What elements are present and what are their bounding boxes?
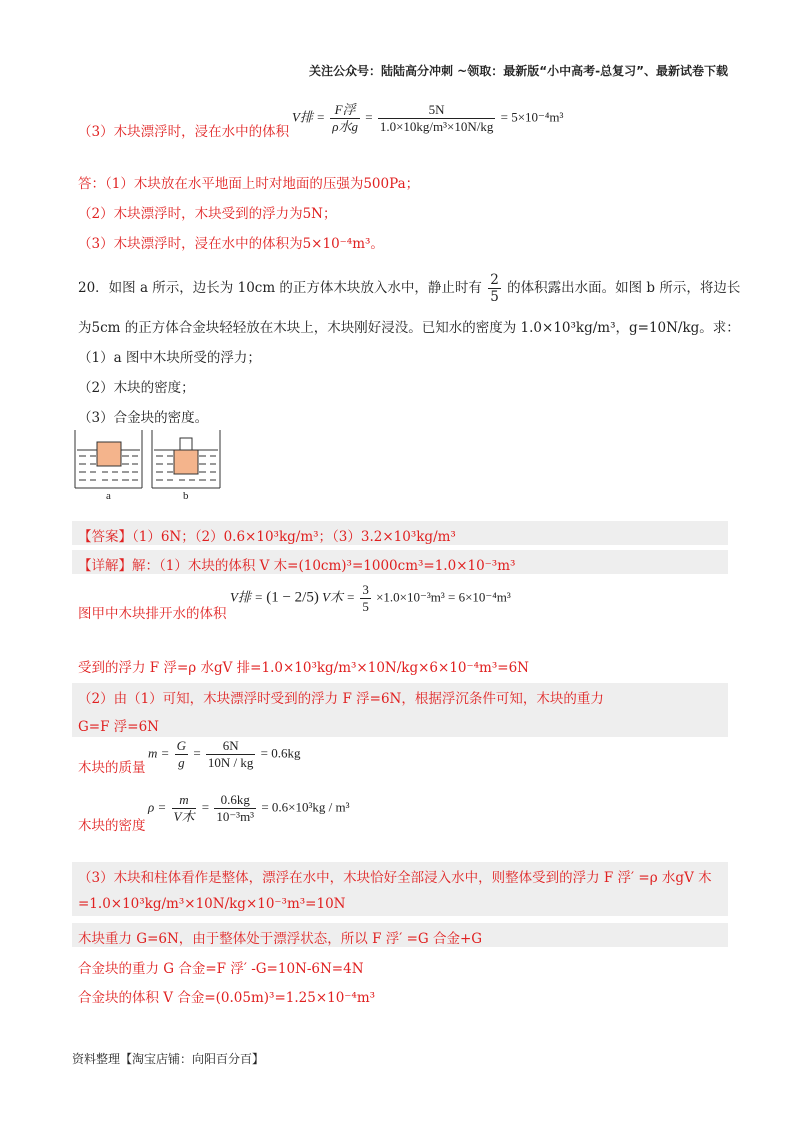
figure-a-label: a	[106, 490, 111, 500]
question-20-line-1: 20．如图 a 所示，边长为 10cm 的正方体木块放入水中，静止时有 $\frac{2}{5}$ 的体积露出水面。如图 b 所示，将边长	[78, 272, 741, 305]
wood-block-b	[174, 450, 198, 474]
question-20-sub-3: （3）合金块的密度。	[78, 410, 209, 426]
mass-label: 木块的质量	[78, 760, 146, 776]
part3-line-2: =1.0×10³kg/m³×10N/kg×10⁻³m³=10N	[78, 896, 346, 912]
part2-line-2: G=F 浮=6N	[78, 719, 159, 735]
part3-line-5: 合金块的体积 V 合金=(0.05m)³=1.25×10⁻⁴m³	[78, 990, 376, 1006]
figure-b-label: b	[183, 490, 189, 500]
wood-block-a	[97, 442, 121, 466]
question-20-sub-1: （1）a 图中木块所受的浮力；	[78, 350, 261, 366]
page-header: 关注公众号：陆陆高分冲刺 ~领取：最新版“小中高考-总复习”、最新试卷下载	[309, 64, 728, 78]
beaker-a	[75, 430, 142, 488]
formula-submerged-volume: V排 = $\frac{\text{F浮}}{\text{ρ水g}}$ = $\frac{5N}{\text{1.0×10kg/m³×10N/kg}}$ = 5×10⁻⁴m³	[292, 102, 564, 134]
detail-line: 【详解】解：（1）木块的体积 V 木=(10cm)³=1000cm³=1.0×10⁻³m³	[78, 558, 516, 574]
question-20-sub-2: （2）木块的密度；	[78, 380, 195, 396]
part3-line-1: （3）木块和柱体看作是整体，漂浮在水中，木块恰好全部浸入水中，则整体受到的浮力 F 浮′ =ρ 水gV 木	[78, 870, 712, 886]
alloy-block	[180, 438, 192, 450]
buoyancy-line: 受到的浮力 F 浮=ρ 水gV 排=1.0×10³kg/m³×10N/kg×6×10⁻⁴m³=6N	[78, 660, 529, 676]
question-20-figures	[72, 428, 232, 500]
beaker-b	[152, 430, 220, 488]
part3-line-4: 合金块的重力 G 合金=F 浮′ -G=10N-6N=4N	[78, 961, 364, 977]
formula-displaced-volume: V排 = (1 − 2/5) V木 = $\frac{3}{5}$ ×1.0×10⁻³m³ = 6×10⁻⁴m³	[230, 582, 511, 614]
density-label: 木块的密度	[78, 818, 146, 834]
displaced-volume-label: 图甲中木块排开水的体积	[78, 606, 227, 622]
part3-line-3: 木块重力 G=6N，由于整体处于漂浮状态，所以 F 浮′ =G 合金+G	[78, 931, 483, 947]
part3-label: （3）木块漂浮时，浸在水中的体积	[78, 124, 290, 140]
formula-density: ρ = $\frac{m}{\text{V木}}$ = $\frac{0.6kg}{\text{10⁻³m³}}$ = 0.6×10³kg / m³	[148, 792, 350, 824]
part2-line-1: （2）由（1）可知，木块漂浮时受到的浮力 F 浮=6N，根据浮沉条件可知，木块的重力	[78, 691, 604, 707]
answer-line-1: 答：（1）木块放在水平地面上时对地面的压强为500Pa；	[78, 176, 420, 192]
question-20-line-2: 为5cm 的正方体合金块轻轻放在木块上，木块刚好浸没。已知水的密度为 1.0×10³kg/m³，g=10N/kg。求：	[78, 320, 740, 336]
answer-summary: 【答案】（1）6N；（2）0.6×10³kg/m³；（3）3.2×10³kg/m³	[78, 529, 456, 545]
answer-line-3: （3）木块漂浮时，浸在水中的体积为5×10⁻⁴m³。	[78, 236, 384, 252]
formula-mass: m = $\frac{G}{g}$ = $\frac{6N}{10N / kg}$ = 0.6kg	[148, 738, 301, 770]
page-footer: 资料整理【淘宝店铺：向阳百分百】	[72, 1052, 265, 1066]
answer-line-2: （2）木块漂浮时，木块受到的浮力为5N；	[78, 206, 337, 222]
